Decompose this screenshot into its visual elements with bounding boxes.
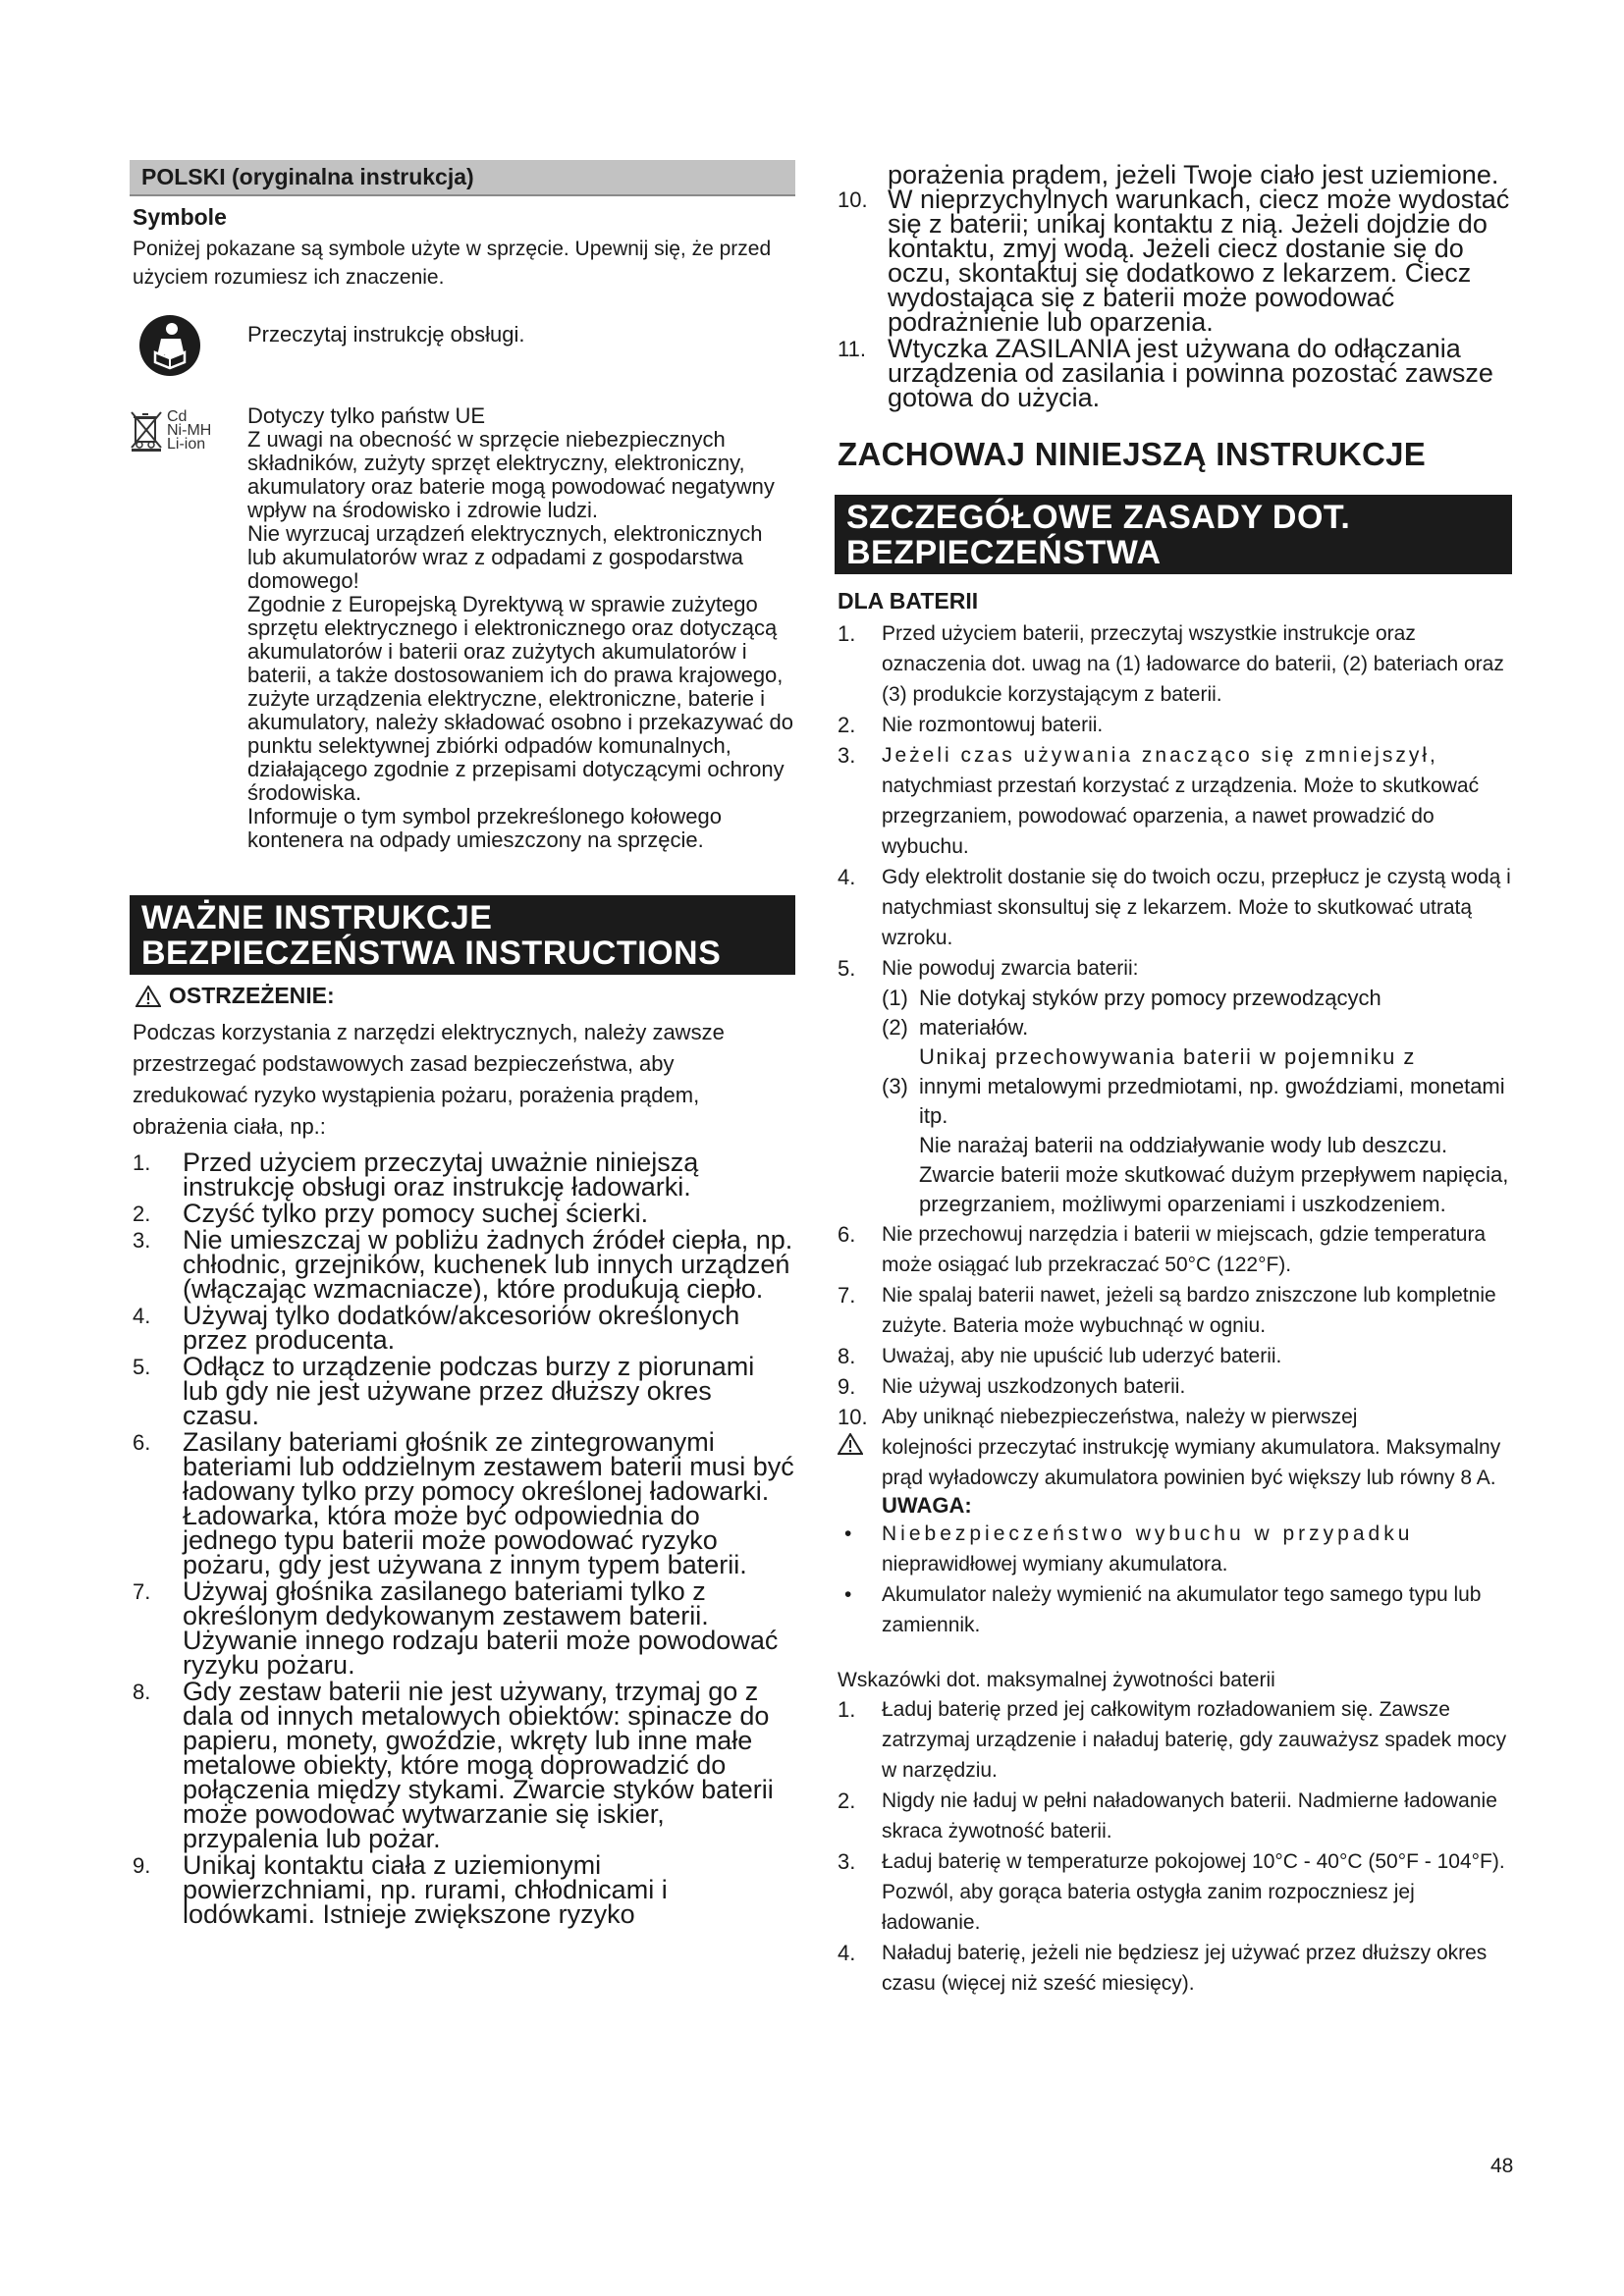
list-item: 8. Gdy zestaw baterii nie jest używany, trzymaj go z dala od innych metalowych obiektów: spinacze do papieru, monety, gwoździe, wkręty lub inne małe metalowe obiekty, które mogą doprowadzić do połączenia między stykami. Zwarcie styków baterii może powodować wytwarzanie się iskier, przypalenia lub pożar.	[133, 1677, 774, 1853]
list-item: 5. Odłącz to urządzenie podczas burzy z piorunami lub gdy nie jest używane przez dłuższy okres czasu.	[133, 1352, 755, 1430]
left-column	[130, 160, 795, 1929]
safety-instructions-list	[130, 1150, 795, 1927]
item-9-continuation: porażenia prądem, jeżeli Twoje ciało jest uziemione.	[888, 160, 1499, 189]
sub-item-text: Nie narażaj baterii na oddziaływanie wody lub deszczu. Zwarcie baterii może skutkować dużym przepływem napięcia, przegrzaniem, możliwymi oparzeniami i uszkodzeniem.	[919, 1133, 1509, 1216]
note-bullet: • Akumulator należy wymienić na akumulator tego samego typu lub zamiennik.	[844, 1583, 1482, 1636]
note-bullet: • Niebezpieczeństwo wybuchu w przypadku nieprawidłowej wymiany akumulatora.	[844, 1522, 1414, 1575]
warning-intro: Podczas korzystania z narzędzi elektrycznych, należy zawsze przestrzegać podstawowych zasad bezpieczeństwa, aby zredukować ryzyko wystąpienia pożaru, porażenia prądem, obrażenia ciała, np.:	[133, 1020, 725, 1139]
weee-label-nimh: Ni-MH	[167, 422, 212, 439]
detailed-safety-heading	[835, 495, 1512, 574]
sub-item: (1) Nie dotykaj styków przy pomocy przewodzących	[882, 986, 1381, 1010]
list-item: 2. Nie rozmontowuj baterii.	[838, 713, 1104, 737]
sub-item-text: Unikaj przechowywania baterii w pojemniku z	[919, 1044, 1416, 1069]
list-item: 3. Nie umieszczaj w pobliżu żadnych źródeł ciepła, np. chłodnic, grzejników, kuchenek lub innych urządzeń (włączając wzmacniacze), które produkują ciepło.	[133, 1225, 793, 1304]
list-item: 4. Gdy elektrolit dostanie się do twoich oczu, przepłucz je czystą wodą i natychmiast skonsultuj się z lekarzem. Może to skutkować utratą wzroku.	[838, 865, 1511, 949]
list-item: 6. Zasilany bateriami głośnik ze zintegrowanymi bateriami lub oddzielnym zestawem baterii musi być ładowany tylko przy pomocy określonej ładowarki. Ładowarka, która może być odpowiednia do jednego typu baterii może powodować ryzyko pożaru, gdy jest używana z innym typem baterii.	[133, 1427, 794, 1579]
page-number: 48	[1490, 2155, 1514, 2177]
symbol-weee-row	[130, 404, 795, 852]
battery-life-tips-title: Wskazówki dot. maksymalnej żywotności baterii	[838, 1669, 1275, 1691]
list-item: 3. Jeżeli czas używania znacząco się zmniejszył, natychmiast przestań korzystać z urządzenia. Może to skutkować przegrzaniem, powodować oparzenia, a nawet prowadzić do wybuchu.	[838, 743, 1480, 858]
battery-rules-list	[835, 618, 1512, 1493]
read-manual-icon	[130, 313, 247, 383]
list-item: 9. Nie używaj uszkodzonych baterii.	[838, 1374, 1186, 1399]
read-manual-text: Przeczytaj instrukcję obsługi.	[247, 322, 525, 347]
battery-section-title: DLA BATERII	[838, 588, 979, 614]
list-item: 1. Ładuj baterię przed jej całkowitym rozładowaniem się. Zawsze zatrzymaj urządzenie i naładuj baterię, gdy zauważysz spadek mocy w narzędziu.	[838, 1697, 1507, 1782]
list-item: 10. W nieprzychylnych warunkach, ciecz może wydostać się z baterii; unikaj kontaktu z nią. Jeżeli dojdzie do kontaktu, zmyj wodą. Jeżeli ciecz dostanie się do oczu, skontaktuj się dodatkowo z lekarzem. Ciecz wydostająca się z baterii może powodować podrażnienie lub oparzenia.	[838, 185, 1510, 337]
warning-triangle-icon	[835, 1432, 882, 1493]
list-item: 1. Przed użyciem przeczytaj uważnie niniejszą instrukcję obsługi oraz instrukcję ładowarki.	[133, 1148, 699, 1201]
right-column	[835, 160, 1512, 1999]
weee-symbol	[130, 404, 247, 452]
weee-line: Nie wyrzucaj urządzeń elektrycznych, elektronicznych lub akumulatorów wraz z odpadami z gospodarstwa domowego!	[247, 521, 763, 593]
symbol-read-manual-row	[130, 313, 795, 383]
list-item: 11. Wtyczka ZASILANIA jest używana do odłączania urządzenia od zasilania i powinna pozostać zawsze gotowa do użycia.	[838, 334, 1493, 412]
save-instructions-title: ZACHOWAJ NINIEJSZĄ INSTRUKCJE	[838, 436, 1427, 472]
detailed-safety-heading-line2: BEZPIECZEŃSTWA	[846, 534, 1162, 571]
weee-line: Dotyczy tylko państw UE	[247, 403, 486, 428]
list-item: 2. Czyść tylko przy pomocy suchej ścierki.	[133, 1199, 649, 1228]
important-safety-heading-line1: WAŻNE INSTRUKCJE	[141, 899, 493, 936]
weee-line: Zgodnie z Europejską Dyrektywą w sprawie zużytego sprzętu elektrycznego i elektronicznego oraz dotyczącą akumulatorów i baterii oraz zużytych akumulatorów i baterii, a także dostosowaniem ich do prawa krajowego, zużyte urządzenia elektryczne, elektroniczne, baterie i akumulatory, należy składować osobno i przekazywać do punktu selektywnej zbiórki odpadów komunalnych, działającego zgodnie z przepisami dotyczącymi ochrony środowiska.	[247, 592, 793, 805]
list-item: 7. Używaj głośnika zasilanego bateriami tylko z określonym dedykowanym zestawem baterii. Używanie innego rodzaju baterii może powodować ryzyku pożaru.	[133, 1576, 779, 1680]
warning-label-row	[135, 983, 795, 1009]
list-item: 6. Nie przechowuj narzędzia i baterii w miejscach, gdzie temperatura może osiągać lub przekraczać 50°C (122°F).	[838, 1222, 1487, 1276]
list-item: 4. Używaj tylko dodatków/akcesoriów określonych przez producenta.	[133, 1301, 740, 1355]
weee-label-cd: Cd	[167, 408, 188, 425]
weee-line: Z uwagi na obecność w sprzęcie niebezpiecznych składników, zużyty sprzęt elektryczny, elektroniczny, akumulatory oraz baterie mogą powodować negatywny wpływ na środowisko i zdrowie ludzi.	[247, 427, 775, 522]
symbols-heading: Symbole	[133, 204, 227, 230]
list-item: 9. Unikaj kontaktu ciała z uziemionymi powierzchniami, np. rurami, chłodnicami i lodówkami. Istnieje zwiększone ryzyko	[133, 1850, 668, 1929]
list-item: 7. Nie spalaj baterii nawet, jeżeli są bardzo zniszczone lub kompletnie zużyte. Bateria może wybuchnąć w ogniu.	[838, 1283, 1496, 1337]
list-item: 3. Ładuj baterię w temperaturze pokojowej 10°C - 40°C (50°F - 104°F). Pozwól, aby gorąca bateria ostygła zanim rozpoczniesz jej ładowanie.	[838, 1849, 1505, 1934]
safety-instructions-list-continued	[835, 187, 1512, 410]
crossed-bin-icon	[130, 408, 163, 452]
detailed-safety-heading-line1: SZCZEGÓŁOWE ZASADY DOT.	[846, 499, 1351, 536]
list-item: kolejności przeczytać instrukcję wymiany akumulatora. Maksymalny prąd wyładowczy akumulatora powinien być większy lub równy 8 A.	[835, 1432, 1512, 1493]
important-safety-heading-line2: BEZPIECZEŃSTWA INSTRUCTIONS	[141, 934, 722, 972]
note-label: UWAGA:	[882, 1493, 972, 1518]
list-item: 2. Nigdy nie ładuj w pełni naładowanych baterii. Nadmierne ładowanie skraca żywotność baterii.	[838, 1789, 1497, 1842]
symbols-intro: Poniżej pokazane są symbole użyte w sprzęcie. Upewnij się, że przed użyciem rozumiesz ich znaczenie.	[133, 238, 772, 289]
list-item: 1. Przed użyciem baterii, przeczytaj wszystkie instrukcje oraz oznaczenia dot. uwag na (1) ładowarce do baterii, (2) bateriach oraz (3) produkcie korzystającym z baterii.	[838, 621, 1504, 706]
battery-life-tips-list	[835, 1694, 1512, 1999]
sub-item: (3) innymi metalowymi przedmiotami, np. gwoździami, monetami itp.	[882, 1074, 1505, 1128]
warning-triangle-icon	[135, 986, 161, 1007]
list-item: 4. Naładuj baterię, jeżeli nie będziesz jej używać przez dłuższy okres czasu (więcej niż sześć miesięcy).	[838, 1941, 1488, 1995]
list-item: 8. Uważaj, aby nie upuścić lub uderzyć baterii.	[838, 1344, 1282, 1368]
list-item: 5. Nie powoduj zwarcia baterii: (1) Nie dotykaj styków przy pomocy przewodzących (2) materiałów. Unikaj przechowywania baterii w pojemniku z (3) innymi metalowymi przedmiotami, np. gwoździami, monetami itp. Nie narażaj baterii na oddziaływanie wody lub deszczu. Zwarcie baterii może skutkować dużym przepływem napięcia, przegrzaniem, możliwymi oparzeniami i uszkodzeniem.	[835, 953, 1512, 1219]
weee-label-liion: Li-ion	[167, 436, 206, 453]
list-item: 10. Aby uniknąć niebezpieczeństwa, należy w pierwszej	[838, 1405, 1358, 1429]
important-safety-heading	[130, 895, 795, 975]
weee-text	[247, 404, 795, 852]
sub-item: (2) materiałów.	[882, 1015, 1029, 1040]
weee-line: Informuje o tym symbol przekreślonego kołowego kontenera na odpady umieszczony na sprzęcie.	[247, 804, 723, 852]
warning-label: OSTRZEŻENIE:	[169, 983, 335, 1008]
language-title-bar: POLSKI (oryginalna instrukcja)	[130, 160, 795, 196]
